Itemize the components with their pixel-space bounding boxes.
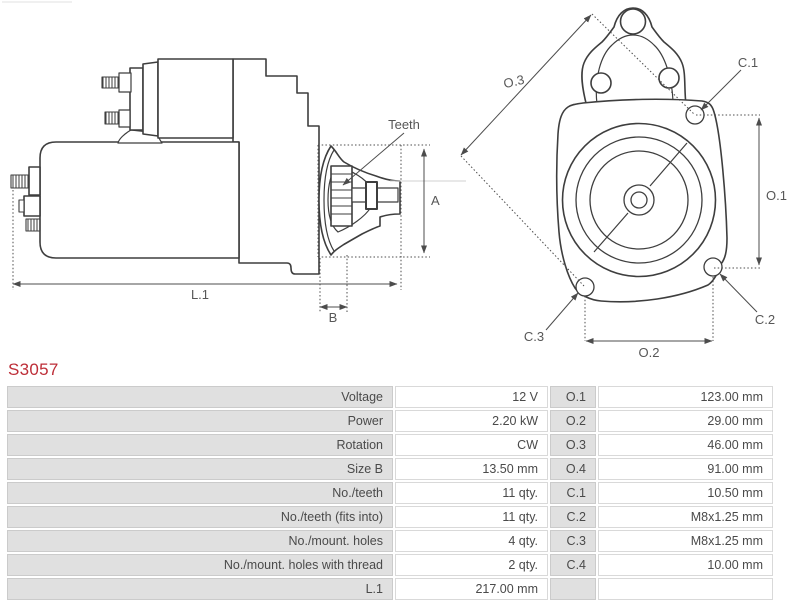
spec-row xyxy=(7,506,773,528)
solenoid-cylinder xyxy=(158,59,233,138)
dim-label-o2: O.2 xyxy=(638,345,660,358)
spec-value-cell: 2.20 kW xyxy=(395,410,548,432)
spec-table xyxy=(5,384,775,602)
dim-value-cell: M8x1.25 mm xyxy=(598,530,773,552)
spec-row xyxy=(7,482,773,504)
dim-code-cell: O.1 xyxy=(550,386,596,408)
dim-value-cell: 46.00 mm xyxy=(598,434,773,456)
spec-label-cell: No./teeth xyxy=(7,482,393,504)
spec-value-cell: CW xyxy=(395,434,548,456)
dim-code-cell xyxy=(550,578,596,600)
rear-boss-tab xyxy=(19,200,24,212)
dim-code-cell: C.3 xyxy=(550,530,596,552)
spec-row xyxy=(7,458,773,480)
mount-hole-c2 xyxy=(704,258,722,276)
dim-value-cell: 10.50 mm xyxy=(598,482,773,504)
right-shoulder-hole xyxy=(659,68,679,88)
dim-code-cell: C.2 xyxy=(550,506,596,528)
terminal-stud-bottom xyxy=(105,112,119,124)
dim-label-o3: O.3 xyxy=(501,71,526,92)
rear-housing xyxy=(233,59,319,274)
solenoid-ring-1 xyxy=(143,62,158,136)
spec-row xyxy=(7,386,773,408)
dim-label-c1: C.1 xyxy=(737,55,759,70)
dim-label-c2: C.2 xyxy=(754,312,776,327)
terminal-nut-top xyxy=(119,73,131,92)
dim-label-l1: L.1 xyxy=(190,287,210,302)
dim-code-cell: C.4 xyxy=(550,554,596,576)
spec-value-cell: 217.00 mm xyxy=(395,578,548,600)
side-view-drawing xyxy=(11,59,466,274)
spec-label-cell: Size B xyxy=(7,458,393,480)
screenshot-artifact xyxy=(2,1,72,3)
spec-label-cell: No./mount. holes xyxy=(7,530,393,552)
spec-value-cell: 4 qty. xyxy=(395,530,548,552)
c3-leader-line xyxy=(546,293,578,330)
rear-plate xyxy=(29,167,40,195)
terminal-stud-top xyxy=(102,77,119,88)
spec-label-cell: No./teeth (fits into) xyxy=(7,506,393,528)
dim-label-c3: C.3 xyxy=(523,329,545,344)
pinion-gear xyxy=(331,166,352,226)
dim-label-o1: O.1 xyxy=(766,188,787,203)
dim-label-b: B xyxy=(328,310,338,325)
spec-row xyxy=(7,554,773,576)
shaft-collar xyxy=(366,182,377,209)
spec-label-cell: Voltage xyxy=(7,386,393,408)
dim-value-cell xyxy=(598,578,773,600)
spec-label-cell: No./mount. holes with thread xyxy=(7,554,393,576)
dim-code-cell: O.4 xyxy=(550,458,596,480)
rear-stud-top xyxy=(11,175,29,188)
shaft-hub xyxy=(624,185,654,215)
motor-body xyxy=(40,142,239,258)
spec-label-cell: Rotation xyxy=(7,434,393,456)
rear-boss xyxy=(24,196,40,216)
mount-hole-c1 xyxy=(686,106,704,124)
spec-label-cell: L.1 xyxy=(7,578,393,600)
dim-code-cell: O.2 xyxy=(550,410,596,432)
spec-value-cell: 12 V xyxy=(395,386,548,408)
spec-row xyxy=(7,434,773,456)
left-shoulder-hole xyxy=(591,73,611,93)
front-view-drawing xyxy=(557,8,727,302)
spec-row xyxy=(7,410,773,432)
spec-value-cell: 11 qty. xyxy=(395,506,548,528)
dim-label-teeth: Teeth xyxy=(388,117,420,132)
c2-leader-line xyxy=(720,274,757,312)
terminal-nut-bottom xyxy=(119,110,130,127)
dim-value-cell: 29.00 mm xyxy=(598,410,773,432)
spec-value-cell: 11 qty. xyxy=(395,482,548,504)
top-lug-hole xyxy=(621,9,646,34)
dim-code-cell: O.3 xyxy=(550,434,596,456)
dim-value-cell: 91.00 mm xyxy=(598,458,773,480)
part-number: S3057 xyxy=(8,360,59,379)
dim-value-cell: 10.00 mm xyxy=(598,554,773,576)
spec-row xyxy=(7,578,773,600)
dim-value-cell: 123.00 mm xyxy=(598,386,773,408)
c1-leader-line xyxy=(701,70,741,110)
dim-value-cell: M8x1.25 mm xyxy=(598,506,773,528)
spec-label-cell: Power xyxy=(7,410,393,432)
spec-row xyxy=(7,530,773,552)
solenoid-ring-2 xyxy=(130,68,143,130)
rear-stud-bottom xyxy=(26,219,40,231)
dim-code-cell: C.1 xyxy=(550,482,596,504)
spec-value-cell: 2 qty. xyxy=(395,554,548,576)
dim-label-a: A xyxy=(431,193,440,208)
spec-value-cell: 13.50 mm xyxy=(395,458,548,480)
